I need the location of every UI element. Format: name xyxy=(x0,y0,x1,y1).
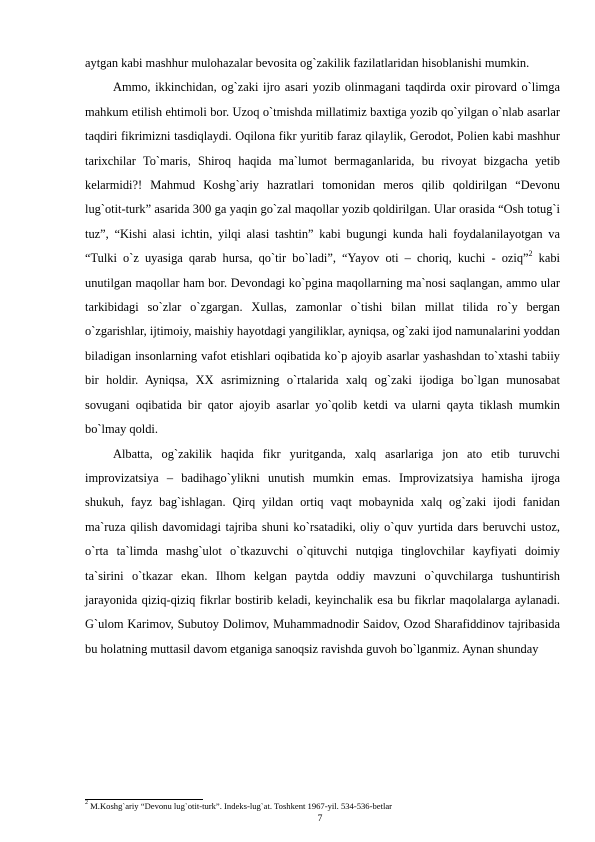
footnote-separator xyxy=(85,799,203,800)
page-number: 7 xyxy=(317,813,323,824)
paragraph-second-reason xyxy=(85,75,560,441)
footnote-text: M.Koshg`ariy “Devonu lug`otit-turk”. Indeks-lug`at. Toshkent 1967-yil. 534-536-betlar xyxy=(88,801,393,811)
paragraph-improvisation: Albatta, og`zakilik haqida fikr yuritganda, xalq asarlariga jon ato etib turuvchi improvizatsiya – badihago`ylikni unutish mumkin emas. Improvizatsiya hamisha ijroga shukuh, fayz bag`ishlagan. Qirq yildan ortiq vaqt mobaynida xalq og`zaki ijodi fanidan ma`ruza qilish davomidagi tajriba shuni ko`rsatadiki, oliy o`quv yurtida dars beruvchi ustoz, o`rta ta`limda mashg`ulot o`tkazuvchi o`qituvchi nutqiga tinglovchilar kayfiyati doimiy ta`sirini o`tkazar ekan. Ilhom kelgan paytda oddiy mavzuni o`quvchilarga tushuntirish jarayonida qiziq-qiziq fikrlar bostirib keladi, keyinchalik esa bu fikrlar maqolalarga aylanadi. G`ulom Karimov, Subutoy Dolimov, Muhammadnodir Saidov, Ozod Sharafiddinov tajribasida bu holatning muttasil davom etganiga sanoqsiz ravishda guvoh bo`lganmiz. Aynan shunday xyxy=(85,446,560,656)
footnote-reference[interactable]: 2 xyxy=(528,249,533,259)
footnote-marker: 2 xyxy=(85,800,88,807)
paragraph-continuation: aytgan kabi mashhur mulohazalar bevosita og`zakilik fazilatlaridan hisoblanishi mumkin. xyxy=(85,56,530,70)
paragraph-second-reason-part-1: Ammo, ikkinchidan, og`zaki ijro asari yozib olinmagani taqdirda oxir pirovard o`limga mahkum etilish ehtimoli bor. Uzoq o`tmishda millatimiz baxtiga yozib qo`yilgan o`nlab asarlar taqdiri fikrimizni tasdiqlaydi. Oqilona fikr yuritib faraz qilaylik, Gerodot, Polien kabi mashhur tarixchilar To`maris, Shiroq haqida ma`lumot bermaganlarida, bu rivoyat bizgacha yetib kelarmidi?! Mahmud Koshg`ariy hazratlari tomonidan meros qilib qoldirilgan “Devonu lug`otit-turk” asarida 300 ga yaqin go`zal maqollar yozib qoldirilgan. Ular orasida “Osh totug`i tuz”, “Kishi alasi ichtin, yilqi alasi tashtin” kabi bugungi kunda hali foydalanilayotgan va “Tulki o`z uyasiga qarab hursa, qo`tir bo`ladi”, “Yayov oti – choriq, kuchi - oziq” xyxy=(85,80,560,266)
paragraph-second-reason-part-2: kabi unutilgan maqollar ham bor. Devondagi ko`pgina maqollarning ma`nosi saqlangan, ammo ular tarkibidagi so`zlar o`zgargan. Xullas, zamonlar o`tishi bilan millat tilida ro`y bergan o`zgarishlar, ijtimoiy, maishiy hayotdagi yangiliklar, ayniqsa, og`zaki ijod namunalarini yoddan biladigan insonlarning vafot etishlari oqibatida ko`p ajoyib asarlar yashashdan to`xtashi tabiiy bir holdir. Ayniqsa, XX asrimizning o`rtalarida xalq og`zaki ijodiga bo`lgan munosabat sovugani oqibatida bir qator ajoyib asarlar yo`qolib ketdi va ularni qayta tiklash mumkin bo`lmay qoldi. xyxy=(85,251,560,437)
footnote xyxy=(85,801,560,812)
body-text xyxy=(85,51,560,661)
